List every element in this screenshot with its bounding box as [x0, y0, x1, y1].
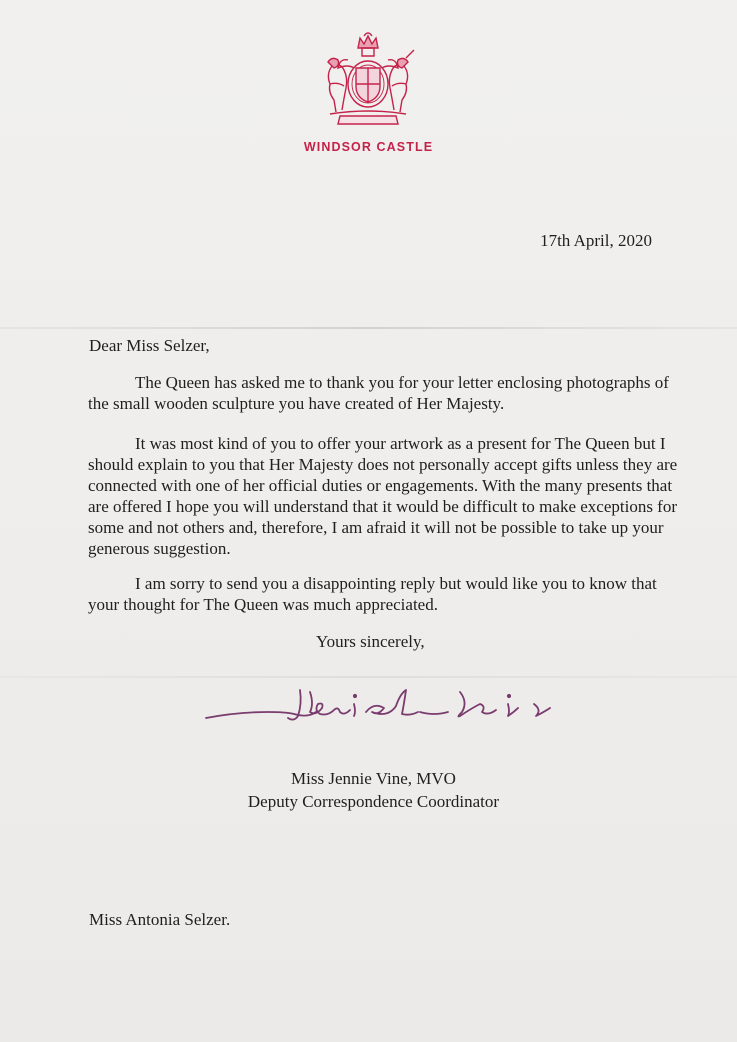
closing: Yours sincerely,: [316, 632, 425, 651]
body-paragraph: I am sorry to send you a disappointing reply but would like you to know that your thought for The Queen was much appreciated.: [88, 574, 657, 614]
signature-icon: [198, 682, 568, 730]
signer-name: Miss Jennie Vine, MVO: [291, 769, 456, 788]
salutation: Dear Miss Selzer,: [89, 336, 210, 355]
royal-crest-icon: [318, 30, 418, 128]
fold-line: [0, 327, 737, 329]
body-paragraph: The Queen has asked me to thank you for your letter enclosing photographs of the small wooden sculpture you have created of Her Majesty.: [88, 373, 669, 413]
letterhead-title: WINDSOR CASTLE: [303, 140, 434, 154]
signer-block: [0, 767, 737, 813]
fold-line: [0, 676, 737, 678]
letter-date: 17th April, 2020: [540, 231, 652, 250]
signer-title: Deputy Correspondence Coordinator: [247, 792, 500, 811]
recipient-name: Miss Antonia Selzer.: [89, 910, 231, 929]
body-paragraph: It was most kind of you to offer your artwork as a present for The Queen but I should explain to you that Her Majesty does not personally accept gifts unless they are connected with one of her official duties or engagements. With the many presents that are offered I hope you will understand that it would be difficult to make exceptions for some and not others and, therefore, I am afraid it will not be possible to take up your generous suggestion.: [88, 434, 678, 558]
